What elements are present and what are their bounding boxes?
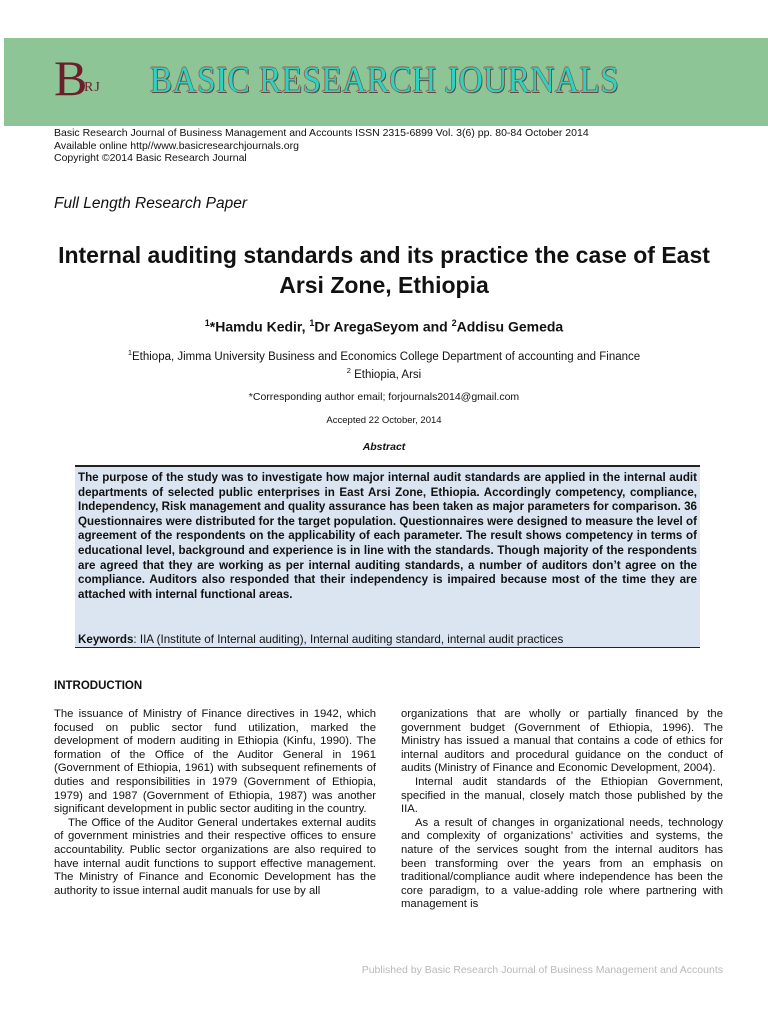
keywords-text: : IIA (Institute of Internal auditing), Internal auditing standard, internal audit practices — [133, 633, 564, 646]
affiliation-1 — [0, 346, 768, 364]
affiliation-1-mark: 1 — [127, 348, 132, 357]
page-footer: Published by Basic Research Journal of Business Management and Accounts — [361, 964, 723, 976]
abstract-box — [75, 465, 700, 648]
author-1: *Hamdu Kedir, — [209, 318, 310, 335]
meta-copyright: Copyright ©2014 Basic Research Journal — [54, 152, 247, 164]
journal-logo — [54, 50, 114, 110]
affiliation-2-mark: 2 — [346, 365, 351, 375]
logo-letter: B — [54, 50, 88, 106]
journal-brand-name: BASIC RESEARCH JOURNALS — [150, 60, 620, 101]
paragraph: organizations that are wholly or partially financed by the government budget (Government of Ethiopia, 1996). The Ministry has issued a manual that contains a code of ethics for internal auditors and procedural guidance on the conduct of audits (Ministry of Finance and Economic Development, 2004). — [401, 708, 723, 775]
corresponding-author: *Corresponding author email; forjournals2014@gmail.com — [248, 391, 520, 403]
logo-subletters: RJ — [84, 80, 101, 95]
paragraph: Internal audit standards of the Ethiopian Government, specified in the manual, closely match those published by the IIA. — [401, 775, 723, 816]
meta-availability: Available online http//www.basicresearchjournals.org — [54, 139, 299, 152]
paragraph: The Office of the Auditor General undertakes external audits of government ministries and their respective offices to ensure accountability. Public sector organizations are also required to have internal audit functions to support effective management. The Ministry of Finance and Economic Development has the authority to issue internal audit manuals for use by all — [54, 816, 376, 897]
paper-type: Full Length Research Paper — [54, 195, 248, 212]
author-list — [0, 314, 768, 336]
meta-citation: Basic Research Journal of Business Management and Accounts ISSN 2315-6899 Vol. 3(6) pp. 80-84 October 2014 — [54, 127, 589, 139]
author-3: Addisu Gemeda — [456, 318, 564, 335]
author-3-affiliation-mark: 2 — [451, 318, 457, 328]
keywords-label: Keywords — [78, 633, 134, 646]
paper-title: Internal auditing standards and its practice the case of East Arsi Zone, Ethiopia — [58, 242, 710, 298]
paragraph: The issuance of Ministry of Finance directives in 1942, which focused on public sector fund utilization, marked the development of modern auditing in Ethiopia (Kinfu, 1990). The formation of the Office of the Auditor General in 1961 (Government of Ethiopia, 1961) with subsequent refinements of duties and responsibilities in 1979 (Government of Ethiopia, 1979) and 1987 (Government of Ethiopia, 1987) was another significant development in public sector auditing in the country. — [54, 708, 376, 816]
body-column-right — [401, 708, 723, 912]
affiliation-1-text: Ethiopa, Jimma University Business and Economics College Department of accounting and Finance — [131, 350, 641, 363]
author-1-affiliation-mark: 1 — [204, 318, 210, 328]
abstract-text: The purpose of the study was to investigate how major internal audit standards are applied in the internal audit departments of selected public enterprises in East Arsi Zone, Ethiopia. Accordingly competency, compliance, Independency, Risk management and quality assurance has been taken as major parameters for comparison. 36 Questionnaires were distributed for the target population. Questionnaires were designed to measure the level of agreement of the respondents on the applicability of each parameter. The result shows competency in terms of educational level, background and experience is in line with the standards. Though majority of the respondents are agreed that they are working as per internal auditing standards, a number of auditors don’t agree on the compliance. Auditors also responded that their independency is impaired because most of the time they are attached with internal functional areas. — [78, 471, 697, 601]
paragraph: As a result of changes in organizational needs, technology and complexity of organizations’ activities and systems, the nature of the services sought from the internal auditors has been transforming over the years from an emphasis on traditional/compliance audit where independence has been the core paradigm, to a value-adding role where partnering with management is — [401, 816, 723, 911]
author-2-affiliation-mark: 1 — [309, 318, 315, 328]
abstract-heading: Abstract — [362, 441, 406, 453]
accepted-date: Accepted 22 October, 2014 — [326, 415, 442, 426]
author-2: Dr AregaSeyom and — [314, 318, 452, 335]
body-column-left — [54, 708, 376, 898]
introduction-heading: INTRODUCTION — [54, 680, 143, 692]
affiliation-2 — [0, 364, 768, 382]
affiliations — [0, 346, 768, 382]
keywords — [78, 633, 697, 647]
publication-meta — [54, 127, 589, 165]
affiliation-2-text: Ethiopia, Arsi — [350, 368, 422, 381]
